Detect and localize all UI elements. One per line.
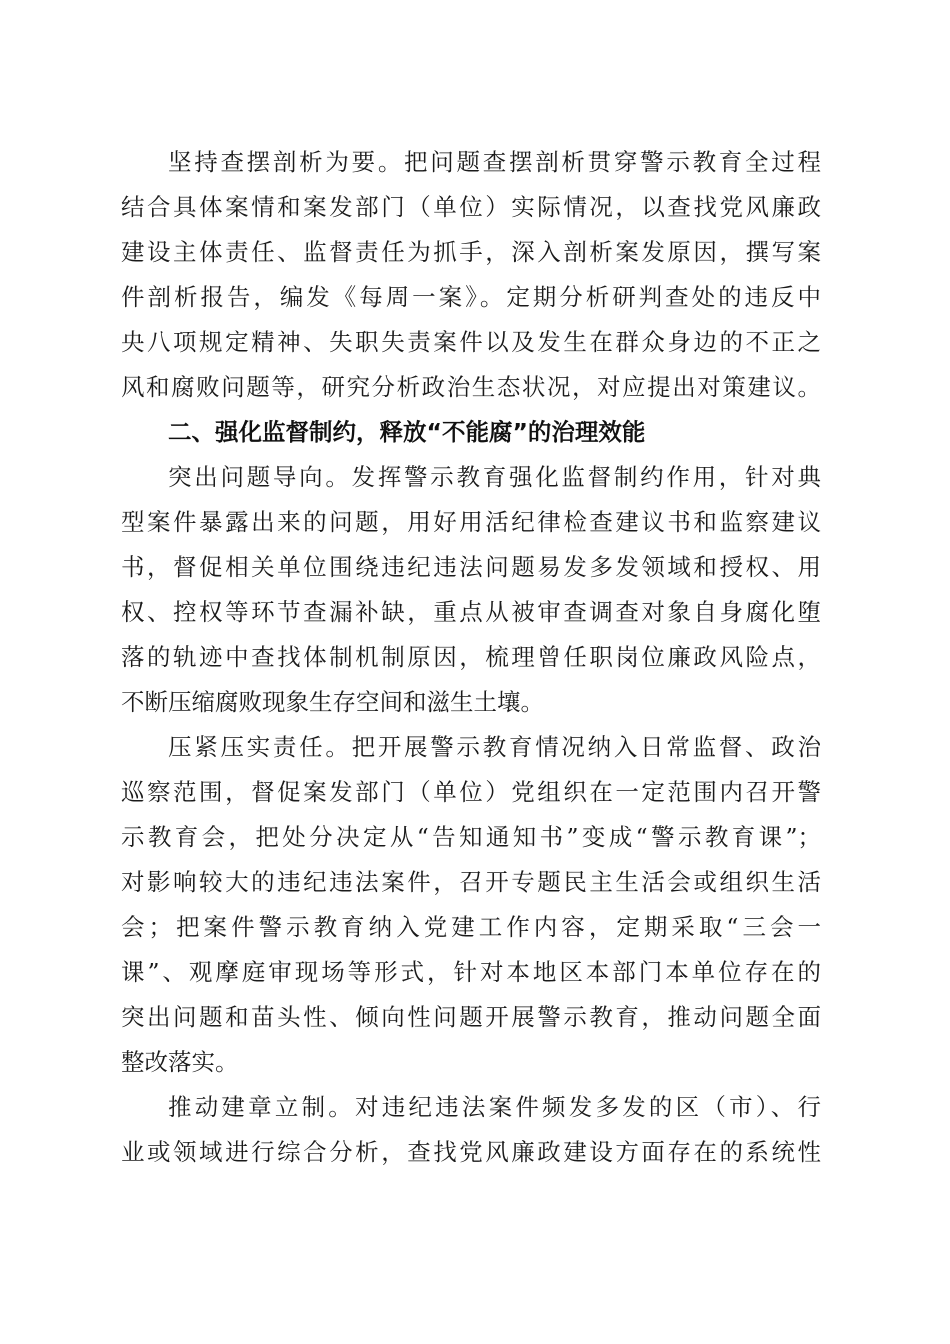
paragraph-4-line-2: 业或领域进行综合分析，查找党风廉政建设方面存在的系统性 xyxy=(121,1138,821,1166)
paragraph-4-line-1: 推动建章立制。对违纪违法案件频发多发的区（市）、行 xyxy=(168,1093,821,1121)
paragraph-2-line-5: 落的轨迹中查找体制机制原因，梳理曾任职岗位廉政风险点， xyxy=(121,643,821,671)
paragraph-3-line-1: 压紧压实责任。把开展警示教育情况纳入日常监督、政治 xyxy=(168,733,821,761)
paragraph-1-line-6: 风和腐败问题等，研究分析政治生态状况，对应提出对策建议。 xyxy=(121,373,821,401)
section-heading: 二、强化监督制约，释放“不能腐”的治理效能 xyxy=(168,418,646,446)
paragraph-3-line-4: 对影响较大的违纪违法案件，召开专题民主生活会或组织生活 xyxy=(121,868,821,896)
paragraph-3-line-3: 示教育会，把处分决定从“告知通知书”变成“警示教育课”； xyxy=(121,823,821,851)
paragraph-2-line-4: 权、控权等环节查漏补缺，重点从被审查调查对象自身腐化堕 xyxy=(121,598,821,626)
paragraph-2-line-6: 不断压缩腐败现象生存空间和滋生土壤。 xyxy=(121,688,544,716)
paragraph-1-line-1: 坚持查摆剖析为要。把问题查摆剖析贯穿警示教育全过程 xyxy=(168,148,821,176)
paragraph-1-line-5: 央八项规定精神、失职失责案件以及发生在群众身边的不正之 xyxy=(121,328,821,356)
paragraph-1-line-3: 建设主体责任、监督责任为抓手，深入剖析案发原因，撰写案 xyxy=(121,238,821,266)
paragraph-1-line-4: 件剖析报告，编发《每周一案》。定期分析研判查处的违反中 xyxy=(121,283,821,311)
paragraph-2-line-3: 书，督促相关单位围绕违纪违法问题易发多发领域和授权、用 xyxy=(121,553,821,581)
paragraph-3-line-6: 课”、观摩庭审现场等形式，针对本地区本部门本单位存在的 xyxy=(121,958,821,986)
paragraph-2-line-2: 型案件暴露出来的问题，用好用活纪律检查建议书和监察建议 xyxy=(121,508,821,536)
paragraph-3-line-2: 巡察范围，督促案发部门（单位）党组织在一定范围内召开警 xyxy=(121,778,821,806)
paragraph-1-line-2: 结合具体案情和案发部门（单位）实际情况，以查找党风廉政 xyxy=(121,193,821,221)
paragraph-2-line-1: 突出问题导向。发挥警示教育强化监督制约作用，针对典 xyxy=(168,463,821,491)
paragraph-3-line-8: 整改落实。 xyxy=(121,1048,239,1076)
paragraph-3-line-7: 突出问题和苗头性、倾向性问题开展警示教育，推动问题全面 xyxy=(121,1003,821,1031)
paragraph-3-line-5: 会；把案件警示教育纳入党建工作内容，定期采取“三会一 xyxy=(121,913,821,941)
